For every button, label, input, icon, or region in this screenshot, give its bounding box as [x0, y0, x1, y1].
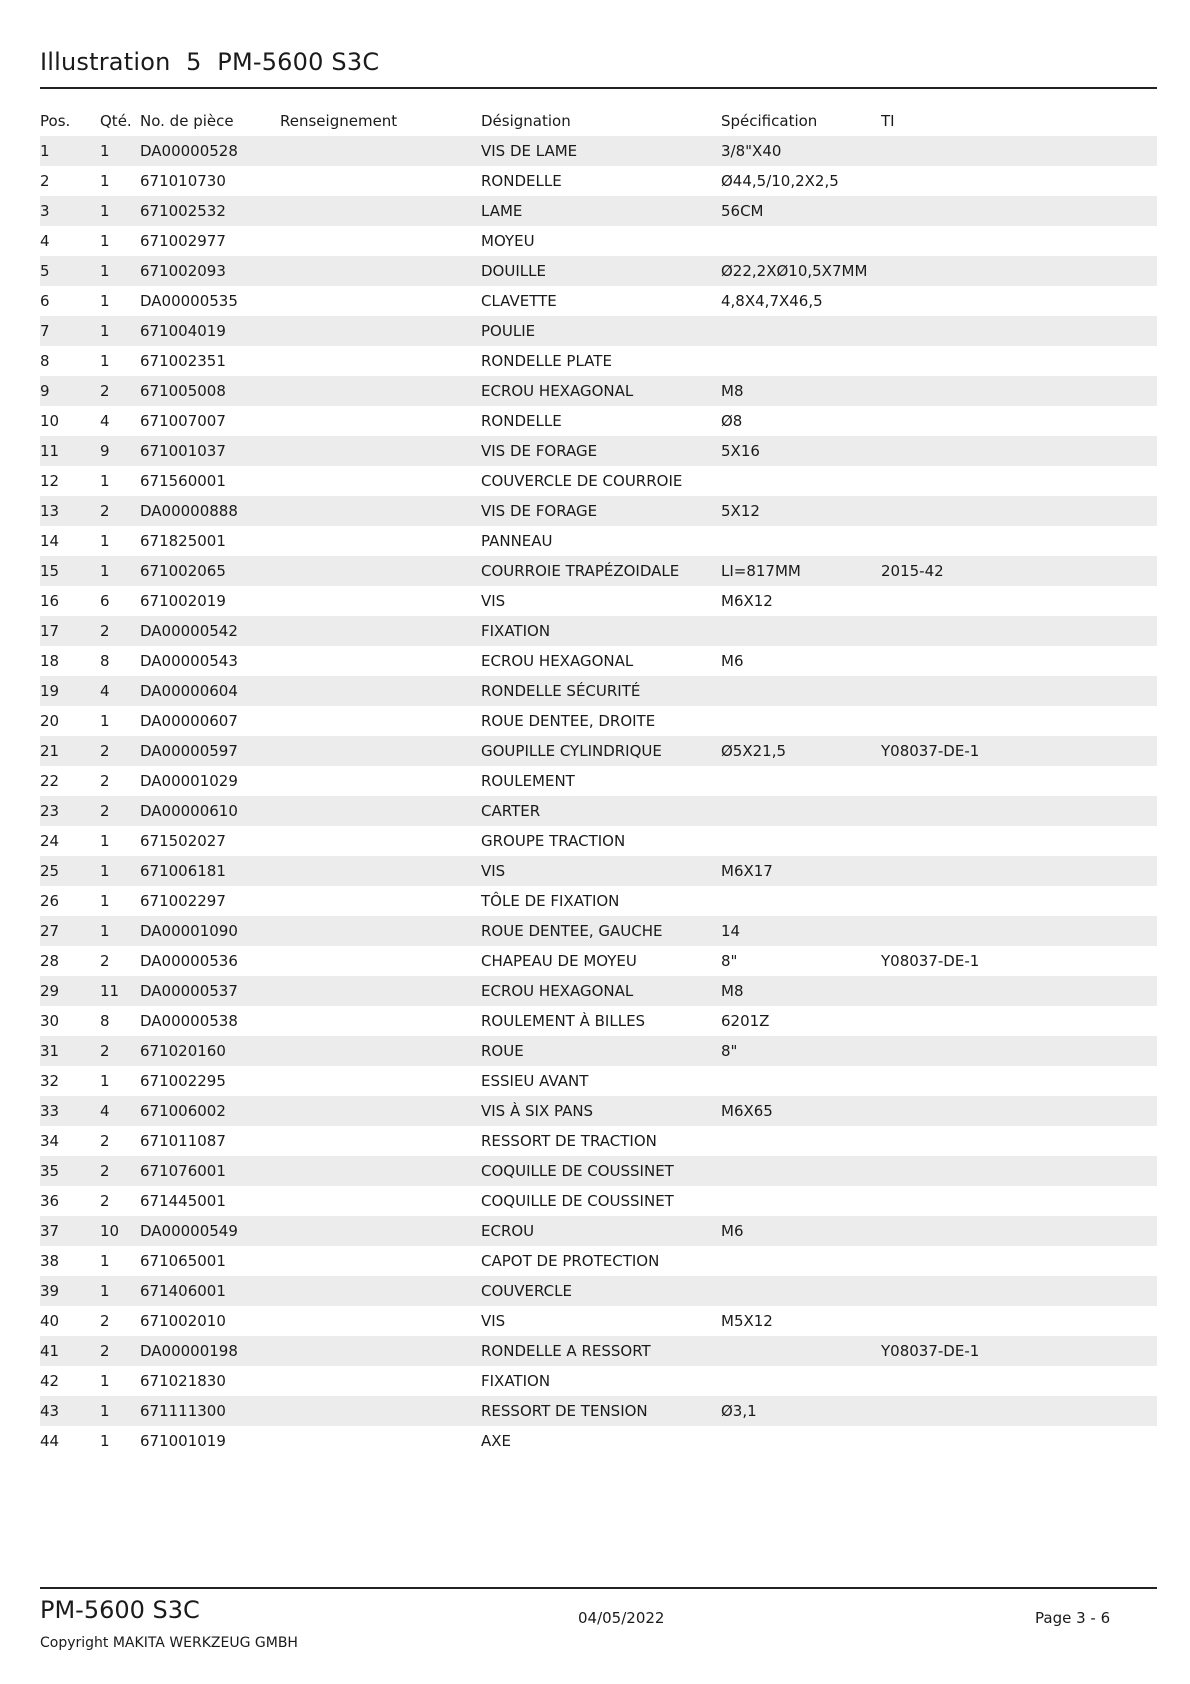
table-row [40, 1366, 1157, 1396]
cell-specification: Ø5X21,5 [721, 742, 787, 760]
cell-qty: 1 [100, 1072, 110, 1090]
cell-designation: COQUILLE DE COUSSINET [481, 1162, 674, 1180]
cell-pos: 5 [40, 262, 50, 280]
cell-pos: 38 [40, 1252, 60, 1270]
cell-designation: RESSORT DE TRACTION [481, 1132, 657, 1150]
cell-qty: 2 [100, 502, 110, 520]
cell-specification: 5X16 [721, 442, 760, 460]
cell-part-number: 671001037 [140, 442, 226, 460]
cell-part-number: 671406001 [140, 1282, 226, 1300]
cell-part-number: 671002010 [140, 1312, 226, 1330]
table-row [40, 166, 1157, 196]
cell-pos: 9 [40, 382, 50, 400]
cell-part-number: 671002093 [140, 262, 226, 280]
cell-specification: M8 [721, 982, 744, 1000]
cell-designation: CAPOT DE PROTECTION [481, 1252, 660, 1270]
table-row [40, 1276, 1157, 1306]
cell-specification: M6X17 [721, 862, 773, 880]
cell-designation: CLAVETTE [481, 292, 557, 310]
cell-part-number: 671065001 [140, 1252, 226, 1270]
cell-qty: 2 [100, 952, 110, 970]
cell-designation: RONDELLE [481, 412, 562, 430]
cell-qty: 1 [100, 712, 110, 730]
cell-pos: 43 [40, 1402, 60, 1420]
cell-part-number: DA00000607 [140, 712, 238, 730]
cell-designation: ROULEMENT [481, 772, 575, 790]
cell-pos: 15 [40, 562, 60, 580]
cell-part-number: DA00000542 [140, 622, 238, 640]
cell-qty: 1 [100, 562, 110, 580]
cell-designation: VIS [481, 592, 506, 610]
cell-designation: COURROIE TRAPÉZOIDALE [481, 562, 680, 580]
table-row [40, 286, 1157, 316]
cell-part-number: 671002065 [140, 562, 226, 580]
cell-specification: 4,8X4,7X46,5 [721, 292, 823, 310]
cell-pos: 2 [40, 172, 50, 190]
table-row [40, 1306, 1157, 1336]
column-header-part-number: No. de pièce [140, 112, 234, 130]
cell-specification: M6 [721, 652, 744, 670]
column-header-designation: Désignation [481, 112, 571, 130]
cell-pos: 28 [40, 952, 60, 970]
cell-part-number: 671007007 [140, 412, 226, 430]
cell-part-number: 671011087 [140, 1132, 226, 1150]
cell-designation: VIS À SIX PANS [481, 1102, 594, 1120]
footer-page-number: Page 3 - 6 [1035, 1609, 1111, 1627]
cell-specification: M6X12 [721, 592, 773, 610]
cell-ti: 2015-42 [881, 562, 944, 580]
cell-specification: 56CM [721, 202, 764, 220]
cell-designation: VIS DE LAME [481, 142, 578, 160]
cell-qty: 1 [100, 1372, 110, 1390]
table-row [40, 346, 1157, 376]
cell-part-number: DA00001029 [140, 772, 238, 790]
column-header-qty: Qté. [100, 112, 132, 130]
cell-pos: 29 [40, 982, 60, 1000]
cell-pos: 18 [40, 652, 60, 670]
cell-qty: 1 [100, 292, 110, 310]
cell-part-number: 671560001 [140, 472, 226, 490]
cell-qty: 1 [100, 532, 110, 550]
cell-designation: TÔLE DE FIXATION [481, 892, 620, 910]
cell-pos: 3 [40, 202, 50, 220]
cell-specification: M5X12 [721, 1312, 773, 1330]
table-row [40, 736, 1157, 766]
cell-part-number: 671002977 [140, 232, 226, 250]
cell-part-number: DA00000538 [140, 1012, 238, 1030]
column-header-ti: TI [881, 112, 895, 130]
cell-qty: 1 [100, 202, 110, 220]
table-row [40, 916, 1157, 946]
cell-part-number: 671021830 [140, 1372, 226, 1390]
column-header-pos: Pos. [40, 112, 71, 130]
cell-designation: ROUE [481, 1042, 524, 1060]
cell-part-number: 671002019 [140, 592, 226, 610]
column-header-specification: Spécification [721, 112, 818, 130]
cell-qty: 2 [100, 622, 110, 640]
cell-designation: COUVERCLE [481, 1282, 572, 1300]
title-divider [40, 87, 1157, 89]
cell-qty: 4 [100, 412, 110, 430]
cell-qty: 1 [100, 352, 110, 370]
cell-part-number: 671001019 [140, 1432, 226, 1450]
cell-part-number: DA00000536 [140, 952, 238, 970]
table-row [40, 1186, 1157, 1216]
cell-specification: Ø22,2XØ10,5X7MM [721, 262, 868, 280]
table-row [40, 1036, 1157, 1066]
cell-qty: 9 [100, 442, 110, 460]
cell-part-number: DA00000597 [140, 742, 238, 760]
cell-designation: AXE [481, 1432, 512, 1450]
cell-specification: 8" [721, 952, 738, 970]
cell-specification: 14 [721, 922, 741, 940]
cell-specification: M6X65 [721, 1102, 773, 1120]
table-row [40, 436, 1157, 466]
cell-part-number: DA00001090 [140, 922, 238, 940]
cell-pos: 21 [40, 742, 60, 760]
table-row [40, 256, 1157, 286]
table-row [40, 1246, 1157, 1276]
cell-designation: FIXATION [481, 1372, 551, 1390]
cell-ti: Y08037-DE-1 [881, 742, 980, 760]
cell-qty: 4 [100, 1102, 110, 1120]
cell-pos: 8 [40, 352, 50, 370]
cell-qty: 2 [100, 1162, 110, 1180]
cell-qty: 2 [100, 1132, 110, 1150]
cell-part-number: 671111300 [140, 1402, 226, 1420]
cell-designation: POULIE [481, 322, 536, 340]
cell-qty: 2 [100, 1042, 110, 1060]
cell-pos: 19 [40, 682, 60, 700]
cell-pos: 34 [40, 1132, 60, 1150]
cell-pos: 12 [40, 472, 60, 490]
cell-specification: LI=817MM [721, 562, 801, 580]
cell-specification: M8 [721, 382, 744, 400]
cell-part-number: DA00000198 [140, 1342, 238, 1360]
cell-pos: 37 [40, 1222, 60, 1240]
cell-qty: 1 [100, 892, 110, 910]
cell-qty: 1 [100, 1432, 110, 1450]
cell-qty: 1 [100, 1252, 110, 1270]
table-row [40, 646, 1157, 676]
cell-part-number: DA00000528 [140, 142, 238, 160]
cell-pos: 7 [40, 322, 50, 340]
cell-pos: 35 [40, 1162, 60, 1180]
cell-qty: 2 [100, 1312, 110, 1330]
cell-pos: 6 [40, 292, 50, 310]
cell-part-number: 671010730 [140, 172, 226, 190]
cell-part-number: DA00000543 [140, 652, 238, 670]
cell-part-number: DA00000535 [140, 292, 238, 310]
table-row [40, 1126, 1157, 1156]
cell-designation: ECROU HEXAGONAL [481, 982, 634, 1000]
cell-qty: 2 [100, 1342, 110, 1360]
cell-designation: VIS [481, 1312, 506, 1330]
cell-pos: 1 [40, 142, 50, 160]
cell-designation: COQUILLE DE COUSSINET [481, 1192, 674, 1210]
cell-part-number: 671002532 [140, 202, 226, 220]
table-row [40, 886, 1157, 916]
cell-designation: MOYEU [481, 232, 535, 250]
cell-designation: GROUPE TRACTION [481, 832, 626, 850]
table-row [40, 226, 1157, 256]
cell-designation: VIS DE FORAGE [481, 442, 598, 460]
table-row [40, 556, 1157, 586]
table-row [40, 946, 1157, 976]
cell-part-number: 671445001 [140, 1192, 226, 1210]
cell-part-number: 671825001 [140, 532, 226, 550]
table-row [40, 406, 1157, 436]
cell-designation: COUVERCLE DE COURROIE [481, 472, 683, 490]
cell-ti: Y08037-DE-1 [881, 1342, 980, 1360]
cell-qty: 11 [100, 982, 120, 1000]
table-row [40, 1066, 1157, 1096]
cell-part-number: 671005008 [140, 382, 226, 400]
cell-designation: FIXATION [481, 622, 551, 640]
cell-designation: DOUILLE [481, 262, 546, 280]
cell-designation: ESSIEU AVANT [481, 1072, 589, 1090]
cell-pos: 42 [40, 1372, 60, 1390]
cell-qty: 10 [100, 1222, 120, 1240]
cell-designation: RONDELLE PLATE [481, 352, 612, 370]
table-row [40, 1336, 1157, 1366]
cell-part-number: DA00000888 [140, 502, 238, 520]
cell-pos: 14 [40, 532, 60, 550]
table-row [40, 1006, 1157, 1036]
cell-qty: 8 [100, 1012, 110, 1030]
cell-designation: ROUE DENTEE, GAUCHE [481, 922, 663, 940]
cell-designation: VIS DE FORAGE [481, 502, 598, 520]
table-row [40, 676, 1157, 706]
table-row [40, 826, 1157, 856]
table-row [40, 1426, 1157, 1456]
cell-pos: 11 [40, 442, 60, 460]
cell-designation: VIS [481, 862, 506, 880]
cell-qty: 1 [100, 322, 110, 340]
cell-designation: ROUE DENTEE, DROITE [481, 712, 656, 730]
cell-qty: 2 [100, 1192, 110, 1210]
cell-qty: 2 [100, 382, 110, 400]
cell-part-number: DA00000549 [140, 1222, 238, 1240]
cell-pos: 10 [40, 412, 60, 430]
table-row [40, 586, 1157, 616]
cell-pos: 41 [40, 1342, 60, 1360]
cell-pos: 24 [40, 832, 60, 850]
cell-qty: 1 [100, 232, 110, 250]
cell-specification: Ø3,1 [721, 1402, 757, 1420]
cell-pos: 30 [40, 1012, 60, 1030]
cell-qty: 1 [100, 862, 110, 880]
cell-qty: 2 [100, 802, 110, 820]
cell-designation: RONDELLE SÉCURITÉ [481, 682, 641, 700]
footer-copyright: Copyright MAKITA WERKZEUG GMBH [40, 1635, 298, 1651]
cell-qty: 8 [100, 652, 110, 670]
cell-designation: RONDELLE A RESSORT [481, 1342, 651, 1360]
table-row [40, 1396, 1157, 1426]
cell-designation: RONDELLE [481, 172, 562, 190]
table-row [40, 496, 1157, 526]
cell-designation: CARTER [481, 802, 541, 820]
cell-part-number: 671006002 [140, 1102, 226, 1120]
cell-designation: ECROU HEXAGONAL [481, 382, 634, 400]
cell-part-number: 671020160 [140, 1042, 226, 1060]
cell-specification: Ø8 [721, 412, 743, 430]
cell-qty: 1 [100, 172, 110, 190]
cell-pos: 13 [40, 502, 60, 520]
cell-designation: RESSORT DE TENSION [481, 1402, 648, 1420]
table-row [40, 376, 1157, 406]
cell-designation: LAME [481, 202, 523, 220]
cell-pos: 17 [40, 622, 60, 640]
cell-part-number: DA00000610 [140, 802, 238, 820]
cell-qty: 1 [100, 1282, 110, 1300]
cell-qty: 1 [100, 1402, 110, 1420]
cell-part-number: DA00000604 [140, 682, 238, 700]
cell-pos: 26 [40, 892, 60, 910]
cell-specification: Ø44,5/10,2X2,5 [721, 172, 839, 190]
cell-pos: 36 [40, 1192, 60, 1210]
cell-pos: 22 [40, 772, 60, 790]
cell-pos: 4 [40, 232, 50, 250]
cell-specification: M6 [721, 1222, 744, 1240]
table-row [40, 706, 1157, 736]
column-header-info: Renseignement [280, 112, 398, 130]
cell-qty: 2 [100, 742, 110, 760]
cell-pos: 40 [40, 1312, 60, 1330]
cell-pos: 16 [40, 592, 60, 610]
cell-pos: 39 [40, 1282, 60, 1300]
parts-table [40, 106, 1157, 1456]
table-row [40, 796, 1157, 826]
cell-specification: 6201Z [721, 1012, 770, 1030]
table-header-row [40, 106, 1157, 136]
table-row [40, 766, 1157, 796]
table-row [40, 316, 1157, 346]
cell-pos: 27 [40, 922, 60, 940]
cell-part-number: 671002351 [140, 352, 226, 370]
cell-pos: 33 [40, 1102, 60, 1120]
cell-pos: 20 [40, 712, 60, 730]
cell-qty: 1 [100, 142, 110, 160]
cell-designation: GOUPILLE CYLINDRIQUE [481, 742, 662, 760]
cell-specification: 5X12 [721, 502, 760, 520]
cell-qty: 6 [100, 592, 110, 610]
page-title: Illustration 5 PM-5600 S3C [40, 48, 380, 76]
footer-divider [40, 1587, 1157, 1589]
cell-qty: 1 [100, 472, 110, 490]
cell-qty: 2 [100, 772, 110, 790]
cell-part-number: 671002297 [140, 892, 226, 910]
cell-specification: 8" [721, 1042, 738, 1060]
cell-ti: Y08037-DE-1 [881, 952, 980, 970]
cell-specification: 3/8"X40 [721, 142, 782, 160]
cell-designation: ECROU [481, 1222, 535, 1240]
footer-date: 04/05/2022 [578, 1609, 665, 1627]
table-row [40, 136, 1157, 166]
cell-designation: PANNEAU [481, 532, 553, 550]
table-row [40, 1096, 1157, 1126]
cell-part-number: 671076001 [140, 1162, 226, 1180]
cell-pos: 32 [40, 1072, 60, 1090]
cell-qty: 1 [100, 262, 110, 280]
cell-pos: 31 [40, 1042, 60, 1060]
table-row [40, 856, 1157, 886]
cell-part-number: DA00000537 [140, 982, 238, 1000]
cell-qty: 1 [100, 922, 110, 940]
cell-designation: ROULEMENT À BILLES [481, 1012, 646, 1030]
table-row [40, 1216, 1157, 1246]
cell-pos: 44 [40, 1432, 60, 1450]
table-row [40, 1156, 1157, 1186]
cell-designation: CHAPEAU DE MOYEU [481, 952, 637, 970]
table-row [40, 526, 1157, 556]
table-row [40, 976, 1157, 1006]
cell-part-number: 671006181 [140, 862, 226, 880]
cell-pos: 25 [40, 862, 60, 880]
cell-qty: 4 [100, 682, 110, 700]
table-row [40, 196, 1157, 226]
cell-qty: 1 [100, 832, 110, 850]
table-row [40, 466, 1157, 496]
cell-designation: ECROU HEXAGONAL [481, 652, 634, 670]
cell-part-number: 671502027 [140, 832, 226, 850]
cell-part-number: 671002295 [140, 1072, 226, 1090]
table-row [40, 616, 1157, 646]
cell-part-number: 671004019 [140, 322, 226, 340]
cell-pos: 23 [40, 802, 60, 820]
footer-model: PM-5600 S3C [40, 1596, 200, 1624]
